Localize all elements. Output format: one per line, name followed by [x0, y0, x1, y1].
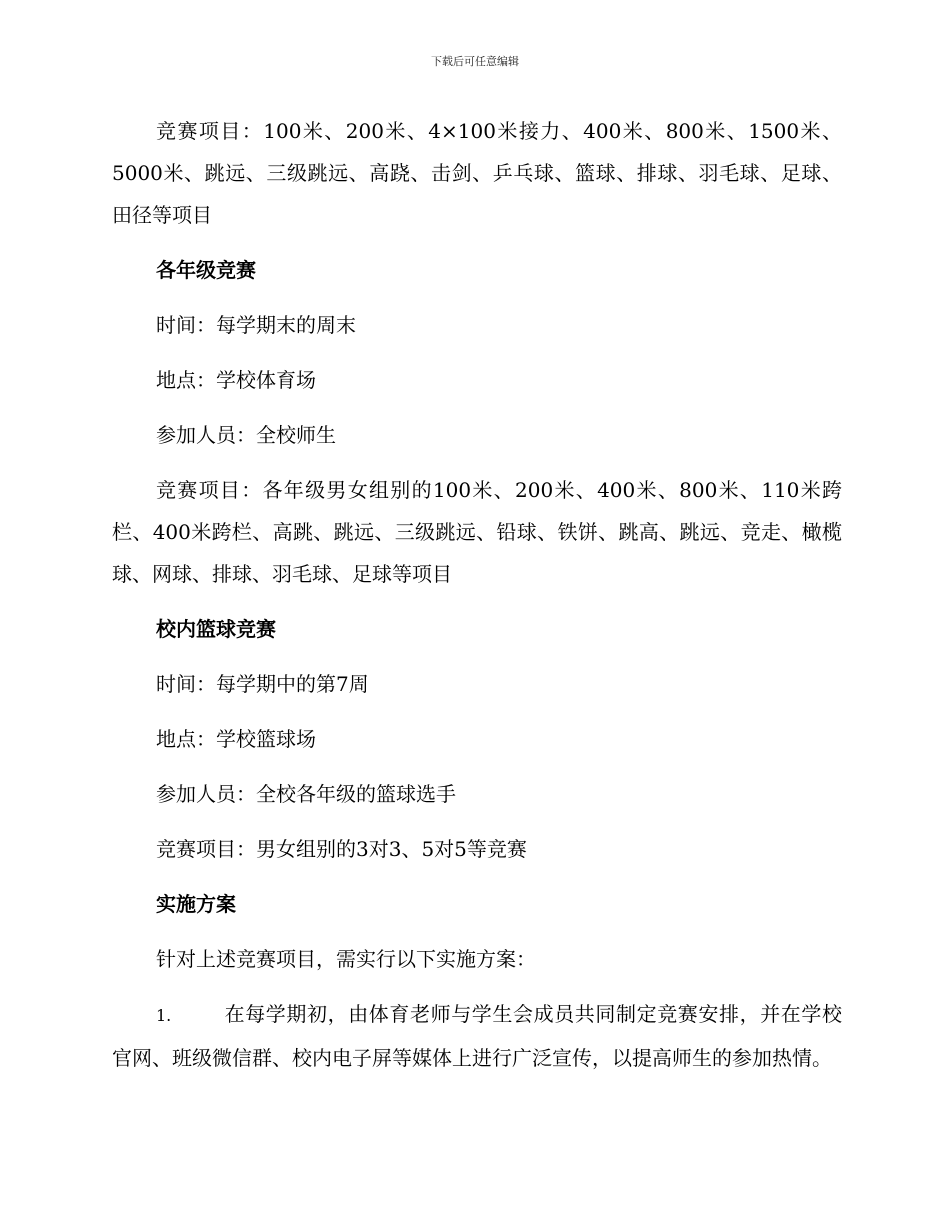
paragraph-basketball-location: 地点：学校篮球场 [156, 727, 316, 751]
paragraph-events-list: 竞赛项目：100米、200米、4×100米接力、400米、800米、1500米、5000米、跳远、三级跳远、高跷、击剑、乒乓球、篮球、排球、羽毛球、足球、田径等项目 [112, 119, 842, 227]
list-item-number: 1. [156, 1006, 172, 1025]
paragraph-grade-time: 时间：每学期末的周末 [156, 313, 356, 337]
list-item-1 [112, 993, 842, 1079]
list-item-text: 在每学期初，由体育老师与学生会成员共同制定竞赛安排，并在学校官网、班级微信群、校内电子屏等媒体上进行广泛宣传，以提高师生的参加热情。 [112, 1002, 842, 1070]
paragraph-basketball-events: 竞赛项目：男女组别的3对3、5对5等竞赛 [156, 837, 527, 861]
paragraph-grade-location: 地点：学校体育场 [156, 368, 316, 392]
paragraph-grade-events: 竞赛项目：各年级男女组别的100米、200米、400米、800米、110米跨栏、400米跨栏、高跳、跳远、三级跳远、铅球、铁饼、跳高、跳远、竞走、橄榄球、网球、排球、羽毛球、足球等项目 [112, 478, 842, 586]
paragraph-plan-intro: 针对上述竞赛项目，需实行以下实施方案： [156, 947, 536, 971]
paragraph-grade-participants: 参加人员：全校师生 [156, 423, 336, 447]
paragraph-basketball-participants: 参加人员：全校各年级的篮球选手 [156, 782, 456, 806]
heading-implementation-plan: 实施方案 [156, 892, 236, 916]
heading-grade-competition: 各年级竞赛 [156, 258, 256, 282]
paragraph-basketball-time: 时间：每学期中的第7周 [156, 672, 369, 696]
page-header: 下载后可任意编辑 [431, 55, 519, 68]
document-body [112, 110, 842, 1092]
heading-basketball-competition: 校内篮球竞赛 [156, 617, 276, 641]
